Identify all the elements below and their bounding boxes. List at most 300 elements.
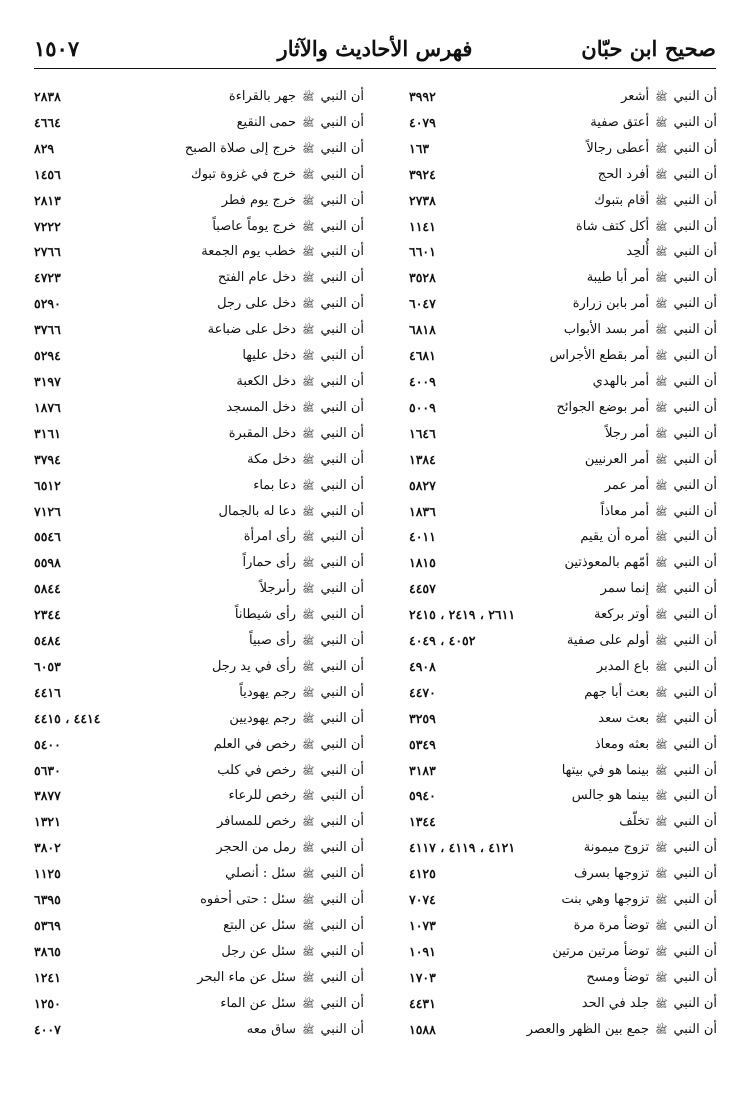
entry-prefix: أن النبي xyxy=(673,736,717,752)
entry-phrase: رمل من الحجر xyxy=(216,840,297,856)
salutation-glyph: ﷺ xyxy=(302,817,315,829)
index-entry xyxy=(34,654,364,680)
index-entry xyxy=(387,835,717,861)
entry-text xyxy=(556,395,717,422)
entry-phrase: خطب يوم الجمعة xyxy=(201,244,297,260)
entry-reference-number: ١٣٤٤ xyxy=(409,814,436,830)
entry-text xyxy=(214,732,364,759)
entry-text xyxy=(242,550,364,577)
salutation-glyph: ﷺ xyxy=(302,713,315,725)
entry-phrase: جهر بالقراءة xyxy=(228,89,297,104)
entry-text xyxy=(582,991,717,1018)
entry-reference-number: ٦٠٥٣ xyxy=(34,658,61,674)
salutation-glyph: ﷺ xyxy=(655,739,668,751)
entry-text xyxy=(201,239,364,266)
entry-reference-number: ٧١٢٦ xyxy=(34,503,61,519)
salutation-glyph: ﷺ xyxy=(655,843,668,855)
index-entry xyxy=(34,473,364,499)
entry-text xyxy=(550,343,717,370)
entry-text xyxy=(249,628,364,655)
entry-text xyxy=(598,162,717,189)
entry-phrase: رخص للرعاء xyxy=(228,788,297,804)
index-entry xyxy=(34,1017,364,1043)
index-entry xyxy=(387,524,717,550)
entry-text xyxy=(593,369,717,396)
entry-reference-number: ١٥٨٨ xyxy=(409,1021,436,1037)
entry-reference-number: ٤٤١٤ ، ٤٤١٥ xyxy=(34,710,101,726)
entry-prefix: أن النبي xyxy=(320,373,364,389)
salutation-glyph: ﷺ xyxy=(302,506,315,518)
entry-prefix: أن النبي xyxy=(673,296,717,312)
header-rule xyxy=(34,68,716,69)
entry-text xyxy=(552,939,717,966)
entry-prefix: أن النبي xyxy=(673,399,717,415)
entry-prefix: أن النبي xyxy=(673,684,717,700)
entry-text xyxy=(225,861,364,888)
index-entry xyxy=(34,758,364,784)
entry-text xyxy=(601,499,717,526)
entry-text xyxy=(574,861,717,888)
salutation-glyph: ﷺ xyxy=(302,454,315,466)
entry-phrase: أمر بسد الأبواب xyxy=(563,322,650,338)
entry-reference-number: ٥٣٦٩ xyxy=(34,918,61,933)
entry-prefix: أن النبي xyxy=(673,348,717,364)
index-entry xyxy=(387,239,717,265)
entry-prefix: أن النبي xyxy=(673,89,717,104)
entry-reference-number: ٧٢٢٢ xyxy=(34,218,61,234)
entry-reference-number: ٣٧٩٤ xyxy=(34,451,61,467)
salutation-glyph: ﷺ xyxy=(302,117,315,129)
salutation-glyph: ﷺ xyxy=(655,428,668,440)
index-entry xyxy=(34,628,364,654)
entry-text xyxy=(237,110,364,137)
entry-text xyxy=(212,654,364,681)
salutation-glyph: ﷺ xyxy=(655,402,668,414)
entry-phrase: رأى صبياً xyxy=(249,633,297,649)
entry-phrase: رخص للمسافر xyxy=(216,814,297,830)
entry-reference-number: ٤٦٨١ xyxy=(409,348,436,364)
entry-phrase: أمر رجلاً xyxy=(605,425,650,441)
entry-text xyxy=(584,835,717,862)
entry-reference-number: ٣٨٧٧ xyxy=(34,788,61,804)
index-entry xyxy=(34,447,364,473)
index-entry xyxy=(387,188,717,214)
entry-prefix: أن النبي xyxy=(320,969,364,985)
entry-prefix: أن النبي xyxy=(673,814,717,830)
entry-text xyxy=(242,343,364,370)
index-entry xyxy=(387,550,717,576)
entry-text xyxy=(605,421,717,448)
index-entry xyxy=(34,343,364,369)
entry-phrase: توضأ ومسح xyxy=(586,969,650,985)
entry-text xyxy=(220,991,364,1018)
salutation-glyph: ﷺ xyxy=(302,247,315,259)
entry-phrase: دعا له بالجمال xyxy=(218,503,297,519)
entry-phrase: أمر أبا طيبة xyxy=(586,270,650,286)
salutation-glyph: ﷺ xyxy=(655,532,668,544)
entry-reference-number: ٨٢٩ xyxy=(34,140,55,156)
entry-text xyxy=(561,887,717,914)
index-entry xyxy=(387,1017,717,1043)
index-entry xyxy=(34,913,364,939)
entry-reference-number: ٢٧٦٦ xyxy=(34,244,61,260)
entry-text xyxy=(619,809,717,836)
entry-prefix: أن النبي xyxy=(673,425,717,441)
index-entry xyxy=(387,136,717,162)
index-entry xyxy=(387,783,717,809)
salutation-glyph: ﷺ xyxy=(302,299,315,311)
entry-text xyxy=(219,499,364,526)
salutation-glyph: ﷺ xyxy=(302,1024,315,1036)
entry-reference-number: ٤٧٢٣ xyxy=(34,270,61,286)
salutation-glyph: ﷺ xyxy=(655,195,668,207)
entry-prefix: أن النبي xyxy=(673,943,717,959)
entry-text xyxy=(573,291,717,318)
entry-text xyxy=(222,188,364,215)
salutation-glyph: ﷺ xyxy=(302,946,315,958)
entry-prefix: أن النبي xyxy=(673,373,717,389)
entry-phrase: رجم يهودياً xyxy=(239,684,297,700)
index-entry xyxy=(387,706,717,732)
entry-phrase: ساق معه xyxy=(246,1021,297,1037)
index-entry xyxy=(387,680,717,706)
index-entry xyxy=(387,887,717,913)
entry-reference-number: ٤٤٣١ xyxy=(409,995,436,1011)
entry-phrase: دخل عليها xyxy=(242,348,297,364)
salutation-glyph: ﷺ xyxy=(655,972,668,984)
index-entry xyxy=(387,628,717,654)
entry-prefix: أن النبي xyxy=(320,684,364,700)
entry-phrase: أولم على صفية xyxy=(566,633,650,649)
salutation-glyph: ﷺ xyxy=(655,817,668,829)
entry-prefix: أن النبي xyxy=(320,114,364,130)
entry-text xyxy=(601,576,717,603)
salutation-glyph: ﷺ xyxy=(302,195,315,207)
entry-reference-number: ٣١٨٣ xyxy=(409,762,436,778)
index-entry xyxy=(34,602,364,628)
entry-reference-number: ٥٩٤٠ xyxy=(409,788,436,804)
entry-text xyxy=(235,602,364,629)
entry-reference-number: ٤٠٧٩ xyxy=(409,114,436,130)
entry-phrase: دعا بماء xyxy=(253,477,297,493)
salutation-glyph: ﷺ xyxy=(655,92,668,103)
entry-text xyxy=(564,317,717,344)
entry-phrase: خرج يوم فطر xyxy=(221,192,297,208)
entry-phrase: حمى النقيع xyxy=(236,114,297,130)
entry-phrase: أمر بقطع الأجراس xyxy=(549,348,650,364)
salutation-glyph: ﷺ xyxy=(655,584,668,596)
salutation-glyph: ﷺ xyxy=(302,843,315,855)
entry-text xyxy=(598,706,717,733)
entry-phrase: دخل على رجل xyxy=(217,296,297,312)
entry-text xyxy=(228,783,364,810)
salutation-glyph: ﷺ xyxy=(302,221,315,233)
entry-prefix: أن النبي xyxy=(320,399,364,415)
salutation-glyph: ﷺ xyxy=(302,895,315,907)
entry-prefix: أن النبي xyxy=(320,348,364,364)
entry-prefix: أن النبي xyxy=(320,995,364,1011)
salutation-glyph: ﷺ xyxy=(655,921,668,932)
index-entry xyxy=(387,576,717,602)
entry-reference-number: ٦٨١٨ xyxy=(409,322,436,338)
entry-prefix: أن النبي xyxy=(320,529,364,545)
entry-text xyxy=(191,162,364,189)
index-entry xyxy=(34,861,364,887)
entry-prefix: أن النبي xyxy=(320,918,364,933)
index-entry xyxy=(387,214,717,240)
entry-phrase: تزوجها بسرف xyxy=(574,866,650,882)
entry-prefix: أن النبي xyxy=(320,296,364,312)
entry-prefix: أن النبي xyxy=(673,658,717,674)
entry-reference-number: ٥٨٢٧ xyxy=(409,477,436,493)
entry-phrase: رأى حماراً xyxy=(242,555,297,571)
index-entry xyxy=(387,317,717,343)
entry-reference-number: ١٢٥٠ xyxy=(34,995,61,1011)
entry-prefix: أن النبي xyxy=(320,814,364,830)
entry-phrase: دخل المقبرة xyxy=(228,425,297,441)
entry-reference-number: ٥٤٨٤ xyxy=(34,633,61,649)
entry-prefix: أن النبي xyxy=(673,503,717,519)
entry-reference-number: ٦٣٩٥ xyxy=(34,892,61,908)
entry-text xyxy=(562,758,717,785)
index-entry xyxy=(34,706,364,732)
index-entry xyxy=(34,939,364,965)
salutation-glyph: ﷺ xyxy=(655,117,668,129)
index-entry xyxy=(34,524,364,550)
salutation-glyph: ﷺ xyxy=(302,998,315,1010)
salutation-glyph: ﷺ xyxy=(302,921,315,932)
entry-reference-number: ٢٨١٣ xyxy=(34,192,61,208)
entry-prefix: أن النبي xyxy=(673,140,717,156)
entry-reference-number: ٣٨٠٢ xyxy=(34,840,61,856)
entry-reference-number: ٥٢٩٠ xyxy=(34,296,61,312)
entry-text xyxy=(586,136,717,163)
entry-prefix: أن النبي xyxy=(320,425,364,441)
entry-phrase: أمر بالهدي xyxy=(592,373,650,389)
index-entry xyxy=(34,499,364,525)
entry-reference-number: ٤٠١١ xyxy=(409,529,436,545)
entry-text xyxy=(217,291,364,318)
index-entry xyxy=(34,991,364,1017)
entry-text xyxy=(574,913,717,940)
entry-prefix: أن النبي xyxy=(673,918,717,933)
entry-prefix: أن النبي xyxy=(320,477,364,493)
index-entry xyxy=(34,887,364,913)
entry-phrase: خرج إلى صلاة الصبح xyxy=(184,140,297,156)
entry-phrase: رخص في العلم xyxy=(213,736,297,752)
entry-text xyxy=(200,887,364,914)
salutation-glyph: ﷺ xyxy=(655,221,668,233)
salutation-glyph: ﷺ xyxy=(655,480,668,492)
entry-reference-number: ٣٩٢٤ xyxy=(409,166,436,182)
salutation-glyph: ﷺ xyxy=(655,713,668,725)
entry-phrase: أكل كتف شاة xyxy=(575,218,650,234)
entry-reference-number: ٤١٢٥ xyxy=(409,866,436,882)
entry-text xyxy=(244,524,364,551)
entry-prefix: أن النبي xyxy=(320,322,364,338)
entry-reference-number: ١٠٧٣ xyxy=(409,918,436,933)
entry-text xyxy=(585,447,717,474)
entry-reference-number: ٥٢٩٤ xyxy=(34,348,61,364)
entry-prefix: أن النبي xyxy=(673,322,717,338)
entry-text xyxy=(212,214,364,241)
salutation-glyph: ﷺ xyxy=(302,584,315,596)
salutation-glyph: ﷺ xyxy=(302,532,315,544)
entry-reference-number: ٤٠٠٩ xyxy=(409,373,436,389)
entry-reference-number: ٣٩٩٢ xyxy=(409,89,436,104)
entry-prefix: أن النبي xyxy=(320,736,364,752)
entry-phrase: رأىرجلاً xyxy=(259,581,297,597)
entry-prefix: أن النبي xyxy=(320,581,364,597)
salutation-glyph: ﷺ xyxy=(655,143,668,155)
entry-reference-number: ١١٤١ xyxy=(409,218,436,234)
entry-text xyxy=(247,1017,364,1044)
entry-reference-number: ٤٩٠٨ xyxy=(409,658,436,674)
entry-text xyxy=(564,550,717,577)
index-entry xyxy=(34,369,364,395)
entry-text xyxy=(595,732,717,759)
entry-phrase: باع المدبر xyxy=(596,658,650,674)
entry-prefix: أن النبي xyxy=(673,1021,717,1037)
index-entry xyxy=(387,84,717,110)
entry-text xyxy=(567,628,717,655)
entry-text xyxy=(621,84,717,111)
entry-text xyxy=(208,317,364,344)
entry-prefix: أن النبي xyxy=(320,762,364,778)
entry-text xyxy=(587,265,717,292)
entry-phrase: أفرد الحج xyxy=(597,166,650,182)
index-entry xyxy=(34,84,364,110)
entry-text xyxy=(226,395,364,422)
entry-reference-number: ١٣٨٤ xyxy=(409,451,436,467)
entry-reference-number: ٣١٦١ xyxy=(34,425,61,441)
page-number: ١٥٠٧ xyxy=(34,36,80,61)
salutation-glyph: ﷺ xyxy=(655,998,668,1010)
salutation-glyph: ﷺ xyxy=(302,480,315,492)
salutation-glyph: ﷺ xyxy=(302,325,315,337)
entry-reference-number: ٤٠٠٧ xyxy=(34,1021,61,1037)
entry-phrase: أمره أن يقيم xyxy=(580,529,650,545)
salutation-glyph: ﷺ xyxy=(655,791,668,803)
salutation-glyph: ﷺ xyxy=(655,765,668,777)
entry-text xyxy=(236,369,364,396)
entry-text xyxy=(576,214,717,241)
entry-phrase: سئل عن رجل xyxy=(221,943,297,959)
entry-reference-number: ١٣٢١ xyxy=(34,814,61,830)
entry-reference-number: ١٨٣٦ xyxy=(409,503,436,519)
index-entry xyxy=(387,265,717,291)
entry-prefix: أن النبي xyxy=(673,192,717,208)
salutation-glyph: ﷺ xyxy=(655,299,668,311)
salutation-glyph: ﷺ xyxy=(302,143,315,155)
entry-prefix: أن النبي xyxy=(320,218,364,234)
salutation-glyph: ﷺ xyxy=(302,169,315,181)
entry-prefix: أن النبي xyxy=(673,244,717,260)
salutation-glyph: ﷺ xyxy=(655,558,668,570)
entry-text xyxy=(605,473,717,500)
index-entry xyxy=(34,110,364,136)
entry-prefix: أن النبي xyxy=(673,166,717,182)
entry-phrase: أعتق صفية xyxy=(590,114,650,130)
salutation-glyph: ﷺ xyxy=(302,273,315,285)
entry-phrase: خرج يوماً عاصباً xyxy=(212,218,297,234)
salutation-glyph: ﷺ xyxy=(655,1024,668,1036)
entry-phrase: إنما سمر xyxy=(600,581,650,597)
entry-phrase: رأى امرأة xyxy=(243,529,297,545)
index-entry xyxy=(387,291,717,317)
entry-prefix: أن النبي xyxy=(320,244,364,260)
index-entry xyxy=(387,499,717,525)
index-entry xyxy=(34,576,364,602)
index-entry xyxy=(34,783,364,809)
index-entry xyxy=(387,602,717,628)
entry-phrase: جلد في الحد xyxy=(581,995,650,1011)
section-title: فهرس الأحاديث والآثار xyxy=(277,36,473,61)
index-entry xyxy=(34,162,364,188)
salutation-glyph: ﷺ xyxy=(302,376,315,388)
entry-phrase: أعطى رجالاً xyxy=(586,140,650,156)
salutation-glyph: ﷺ xyxy=(655,506,668,518)
index-column-left xyxy=(34,84,364,1043)
entry-reference-number: ٧٠٧٤ xyxy=(409,892,436,908)
entry-prefix: أن النبي xyxy=(320,555,364,571)
entry-phrase: تخلّف xyxy=(619,814,650,830)
entry-text xyxy=(217,758,364,785)
entry-prefix: أن النبي xyxy=(673,995,717,1011)
salutation-glyph: ﷺ xyxy=(655,325,668,337)
index-column-right xyxy=(387,84,717,1043)
entry-prefix: أن النبي xyxy=(320,166,364,182)
entry-prefix: أن النبي xyxy=(673,762,717,778)
entry-prefix: أن النبي xyxy=(320,892,364,908)
entry-reference-number: ٤٤٧٠ xyxy=(409,684,436,700)
entry-reference-number: ٦٥١٢ xyxy=(34,477,61,493)
salutation-glyph: ﷺ xyxy=(302,92,315,103)
entry-prefix: أن النبي xyxy=(320,503,364,519)
entry-prefix: أن النبي xyxy=(673,892,717,908)
entry-text xyxy=(584,680,717,707)
entry-text xyxy=(260,576,364,603)
entry-text xyxy=(218,265,364,292)
entry-prefix: أن النبي xyxy=(320,633,364,649)
entry-reference-number: ٥٠٠٩ xyxy=(409,399,436,415)
entry-phrase: دخل مكة xyxy=(247,451,297,467)
entry-reference-number: ٣١٩٧ xyxy=(34,373,61,389)
entry-reference-number: ٥٣٤٩ xyxy=(409,736,436,752)
entry-phrase: دخل على ضباعة xyxy=(207,322,297,338)
entry-reference-number: ١٢٤١ xyxy=(34,969,61,985)
index-entry xyxy=(387,758,717,784)
entry-phrase: سئل عن ماء البحر xyxy=(197,969,297,985)
salutation-glyph: ﷺ xyxy=(302,402,315,414)
entry-reference-number: ٢٣٤٤ xyxy=(34,607,61,623)
index-entry xyxy=(387,343,717,369)
index-entry xyxy=(387,991,717,1017)
entry-phrase: أُلحِد xyxy=(626,244,650,260)
entry-text xyxy=(253,473,364,500)
entry-phrase: رخص في كلب xyxy=(217,762,297,778)
entry-phrase: بينما هو في بيتها xyxy=(561,762,650,778)
index-entry xyxy=(34,317,364,343)
entry-prefix: أن النبي xyxy=(673,114,717,130)
entry-reference-number: ٢٧٣٨ xyxy=(409,192,436,208)
entry-prefix: أن النبي xyxy=(673,840,717,856)
entry-text xyxy=(594,602,717,629)
index-entry xyxy=(387,473,717,499)
entry-phrase: توضأ مرة مرة xyxy=(573,918,650,933)
entry-prefix: أن النبي xyxy=(673,710,717,726)
salutation-glyph: ﷺ xyxy=(655,661,668,673)
